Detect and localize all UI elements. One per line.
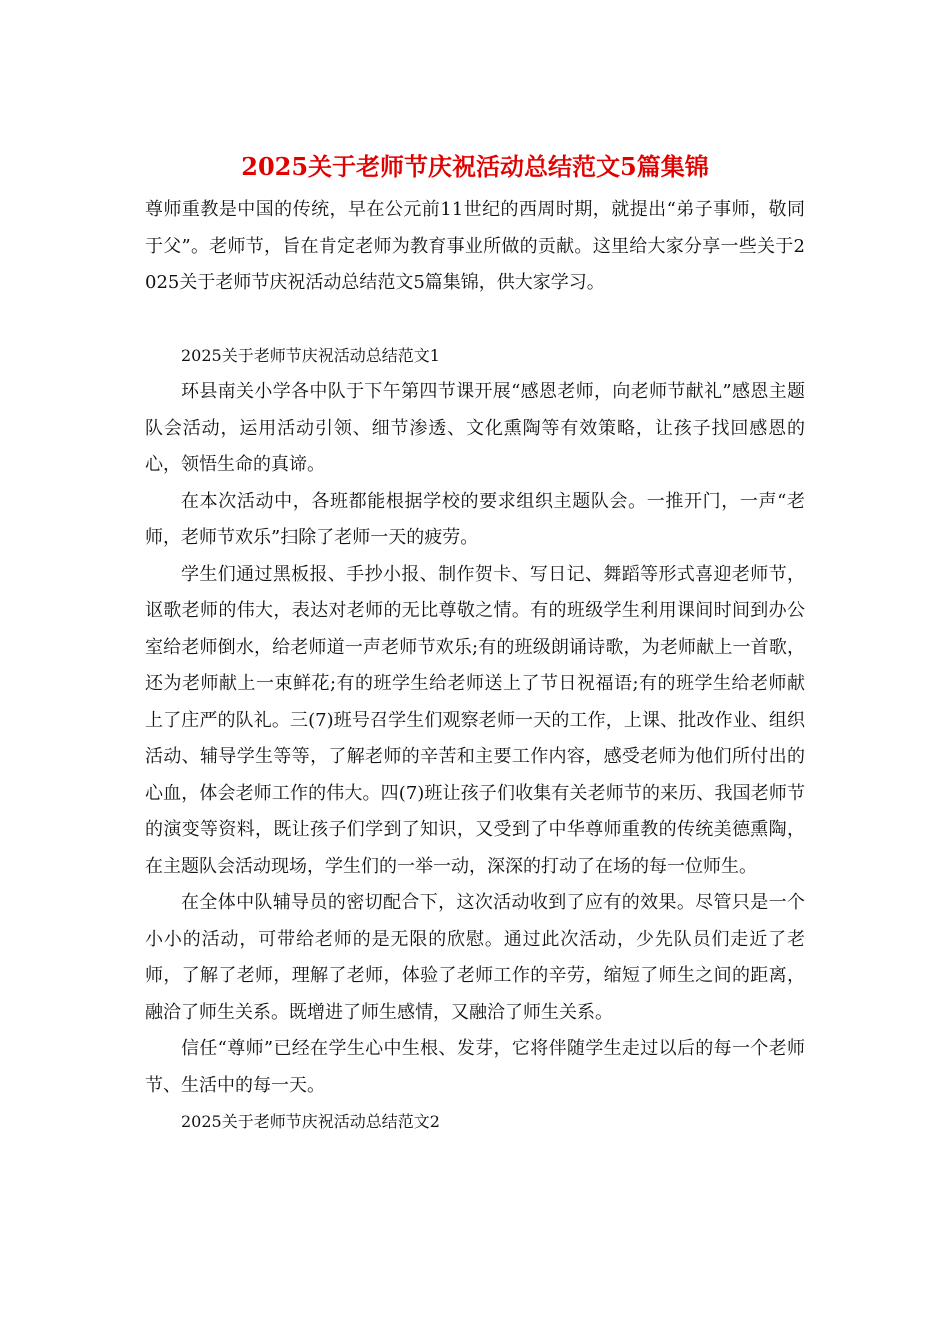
document-title: 2025关于老师节庆祝活动总结范文5篇集锦 [241,152,709,181]
section-1-paragraph-5: 信任“尊师”已经在学生心中生根、发芽，它将伴随学生走过以后的每一个老师节、生活中的每一天。 [145,1038,805,1096]
section-1-paragraph-4: 在全体中队辅导员的密切配合下，这次活动收到了应有的效果。尽管只是一个小小的活动，可带给老师的是无限的欣慰。通过此次活动，少先队员们走近了老师，了解了老师，理解了老师，体验了老师工作的辛劳，缩短了师生之间的距离，融洽了师生关系。既增进了师生感情，又融洽了师生关系。 [145,892,805,1023]
section-heading-2: 2025关于老师节庆祝活动总结范文2 [181,1112,440,1131]
section-1-paragraph-2: 在本次活动中，各班都能根据学校的要求组织主题队会。一推开门，一声“老师，老师节欢乐”扫除了老师一天的疲劳。 [145,490,805,548]
section-heading-1: 2025关于老师节庆祝活动总结范文1 [181,345,440,365]
section-spacer [145,302,805,338]
section-1-paragraph-3: 学生们通过黑板报、手抄小报、制作贺卡、写日记、舞蹈等形式喜迎老师节，讴歌老师的伟大，表达对老师的无比尊敬之情。有的班级学生利用课间时间到办公室给老师倒水，给老师道一声老师节欢乐;有的班级朗诵诗歌，为老师献上一首歌，还为老师献上一束鲜花;有的班学生给老师送上了节日祝福语;有的班学生给老师献上了庄严的队礼。三(7)班号召学生们观察老师一天的工作，上课、批改作业、组织活动、辅导学生等等，了解老师的辛苦和主要工作内容，感受老师为他们所付出的心血，体会老师工作的伟大。四(7)班让孩子们收集有关老师节的来历、我国老师节的演变等资料，既让孩子们学到了知识，又受到了中华尊师重教的传统美德熏陶，在主题队会活动现场，学生们的一举一动，深深的打动了在场的每一位师生。 [145,563,805,877]
intro-paragraph: 尊师重教是中国的传统，早在公元前11世纪的西周时期，就提出“弟子事师，敬同于父”。老师节，旨在肯定老师为教育事业所做的贡献。这里给大家分享一些关于2025关于老师节庆祝活动总结范文5篇集锦，供大家学习。 [145,199,805,293]
document-body [145,192,805,1141]
section-1-paragraph-1: 环县南关小学各中队于下午第四节课开展“感恩老师，向老师节献礼”感恩主题队会活动，运用活动引领、细节渗透、文化熏陶等有效策略，让孩子找回感恩的心，领悟生命的真谛。 [145,381,805,475]
